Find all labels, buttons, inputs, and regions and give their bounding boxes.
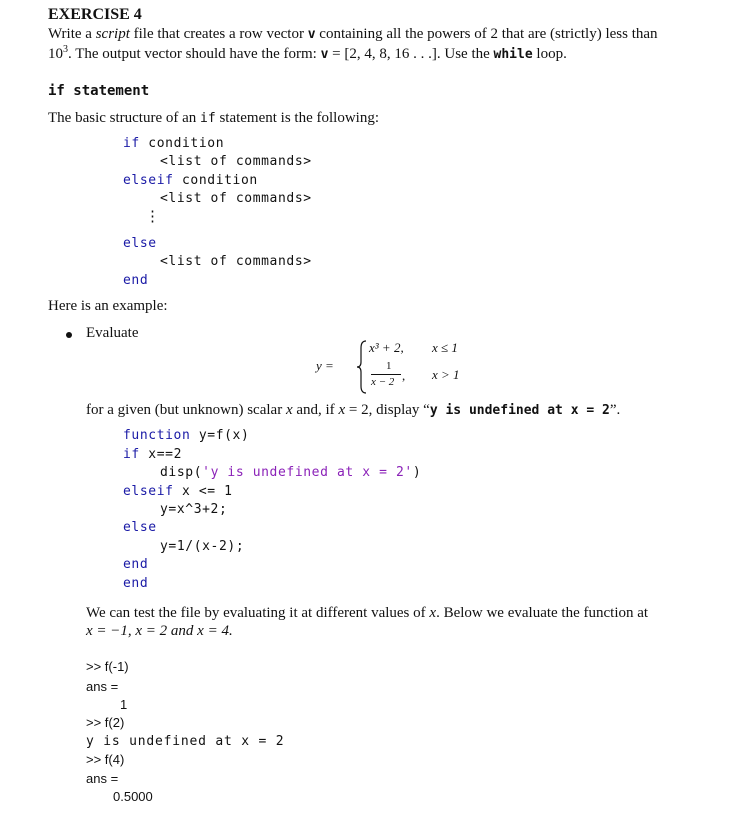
fraction-bar	[371, 374, 401, 375]
function-line-8: end	[123, 557, 149, 572]
structure-line-7: <list of commands>	[160, 254, 312, 269]
given-sentence: for a given (but unknown) scalar x and, if x = 2, display “y is undefined at x = 2”.	[86, 402, 621, 418]
console-line-7: ans =	[86, 771, 119, 786]
case-2-condition: x > 1	[432, 367, 460, 382]
function-line-1: function y=f(x)	[123, 428, 250, 443]
structure-line-1: if condition	[123, 136, 225, 151]
vertical-ellipsis: ⋮	[145, 207, 160, 225]
equation-lhs: y =	[316, 358, 334, 373]
console-line-4: >> f(2)	[86, 715, 125, 730]
function-line-7: y=1/(x-2);	[160, 539, 245, 554]
structure-line-8: end	[123, 273, 149, 288]
function-line-6: else	[123, 520, 157, 535]
console-line-1: >> f(-1)	[86, 659, 129, 674]
console-line-2: ans =	[86, 679, 119, 694]
case-2-comma: ,	[402, 368, 406, 383]
function-line-2: if x==2	[123, 447, 182, 462]
bullet-label: Evaluate	[86, 325, 139, 341]
test-line-1: We can test the file by evaluating it at different values of x. Below we evaluate the function at	[86, 605, 649, 621]
structure-line-4: <list of commands>	[160, 191, 312, 206]
function-line-4: elseif x <= 1	[123, 484, 233, 499]
function-line-5: y=x^3+2;	[160, 502, 228, 517]
case-2-numerator: 1	[386, 360, 392, 372]
exercise-line-1: Write a script file that creates a row vector v containing all the powers of 2 that are (strictly) less than	[48, 26, 658, 42]
bullet-point	[66, 332, 72, 338]
left-brace	[356, 340, 368, 394]
console-line-6: >> f(4)	[86, 752, 125, 767]
function-line-3: disp('y is undefined at x = 2')	[160, 465, 422, 480]
console-line-3: 1	[120, 697, 128, 712]
structure-line-2: <list of commands>	[160, 154, 312, 169]
case-1-condition: x ≤ 1	[432, 340, 458, 355]
example-intro: Here is an example:	[48, 298, 168, 314]
function-line-9: end	[123, 576, 149, 591]
console-line-8: 0.5000	[113, 789, 153, 804]
test-line-2: x = −1, x = 2 and x = 4.	[86, 623, 233, 639]
if-statement-heading: if statement	[48, 83, 150, 99]
case-2-denominator: x − 2	[371, 376, 395, 388]
structure-line-3: elseif condition	[123, 173, 258, 188]
if-intro: The basic structure of an if statement is the following:	[48, 110, 379, 126]
structure-line-6: else	[123, 236, 157, 251]
case-1-expression: x³ + 2,	[369, 340, 404, 355]
exercise-title: EXERCISE 4	[48, 6, 142, 23]
console-line-5: y is undefined at x = 2	[86, 734, 285, 749]
exercise-line-2: $10^3$. The output vector should have the form: v = [2, 4, 8, 16 . . .]. Use the while loop.	[48, 44, 567, 62]
